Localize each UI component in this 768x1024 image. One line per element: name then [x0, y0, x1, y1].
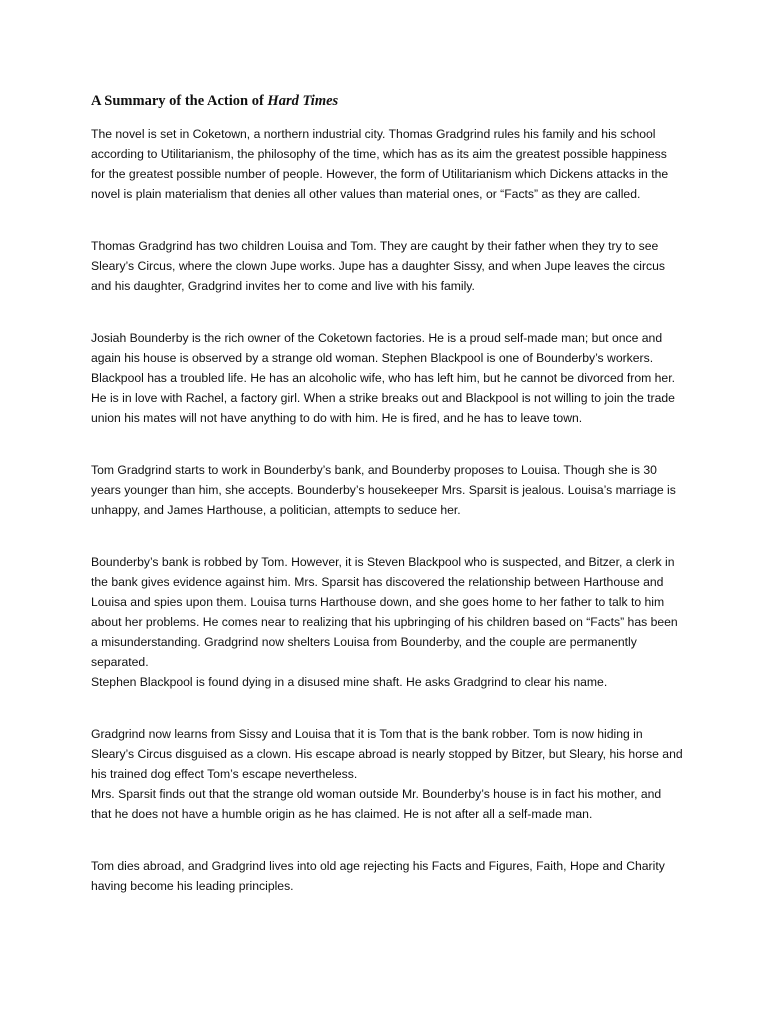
paragraph-children: Thomas Gradgrind has two children Louisa and Tom. They are caught by their father when they try to see Sleary’s Circus, where the clown Jupe works. Jupe has a daughter Sissy, and when Jupe leaves the circus and his daughter, Gradgrind invites her to come and live with his family.	[91, 239, 666, 293]
paragraph-blackpool-dying: Stephen Blackpool is found dying in a disused mine shaft. He asks Gradgrind to clear his name.	[91, 675, 608, 689]
paragraph-mother: Mrs. Sparsit finds out that the strange old woman outside Mr. Bounderby’s house is in fact his mother, and that he does not have a humble origin as he has claimed. He is not after all a self-made man.	[91, 787, 662, 821]
title-book-name: Hard Times	[267, 93, 339, 109]
paragraph-escape: Gradgrind now learns from Sissy and Louisa that it is Tom that is the bank robber. Tom is now hiding in Sleary’s Circus disguised as a clown. His escape abroad is nearly stopped by Bitzer, but Sleary, his horse and his trained dog effect Tom’s escape nevertheless.	[91, 727, 683, 781]
paragraph-robbery: Bounderby’s bank is robbed by Tom. However, it is Steven Blackpool who is suspected, and Bitzer, a clerk in the bank gives evidence against him. Mrs. Sparsit has discovered the relationship between Harthouse and Louisa and spies upon them. Louisa turns Harthouse down, and she goes home to her father to talk to him about her problems. He comes near to realizing that his upbringing of his children based on “Facts” has been a misunderstanding. Gradgrind now shelters Louisa from Bounderby, and the couple are permanently separated.	[91, 555, 678, 669]
paragraph-setting: The novel is set in Coketown, a northern industrial city. Thomas Gradgrind rules his family and his school according to Utilitarianism, the philosophy of the time, which has as its aim the greatest possible happiness for the greatest possible number of people. However, the form of Utilitarianism which Dickens attacks in the novel is plain materialism that denies all other values than material ones, or “Facts” as they are called.	[91, 127, 669, 201]
document-title	[91, 91, 683, 111]
document-page	[91, 91, 683, 896]
paragraph-ending: Tom dies abroad, and Gradgrind lives into old age rejecting his Facts and Figures, Faith, Hope and Charity having become his leading principles.	[91, 859, 665, 893]
paragraph-marriage: Tom Gradgrind starts to work in Bounderby’s bank, and Bounderby proposes to Louisa. Though she is 30 years younger than him, she accepts. Bounderby’s housekeeper Mrs. Sparsit is jealous. Louisa’s marriage is unhappy, and James Harthouse, a politician, attempts to seduce her.	[91, 463, 676, 517]
paragraph-bounderby: Josiah Bounderby is the rich owner of the Coketown factories. He is a proud self-made man; but once and again his house is observed by a strange old woman. Stephen Blackpool is one of Bounderby’s workers. Blackpool has a troubled life. He has an alcoholic wife, who has left him, but he cannot be divorced from her. He is in love with Rachel, a factory girl. When a strike breaks out and Blackpool is not willing to join the trade union his mates will not have anything to do with him. He is fired, and he has to leave town.	[91, 331, 675, 425]
title-text: A Summary of the Action of	[91, 93, 268, 109]
